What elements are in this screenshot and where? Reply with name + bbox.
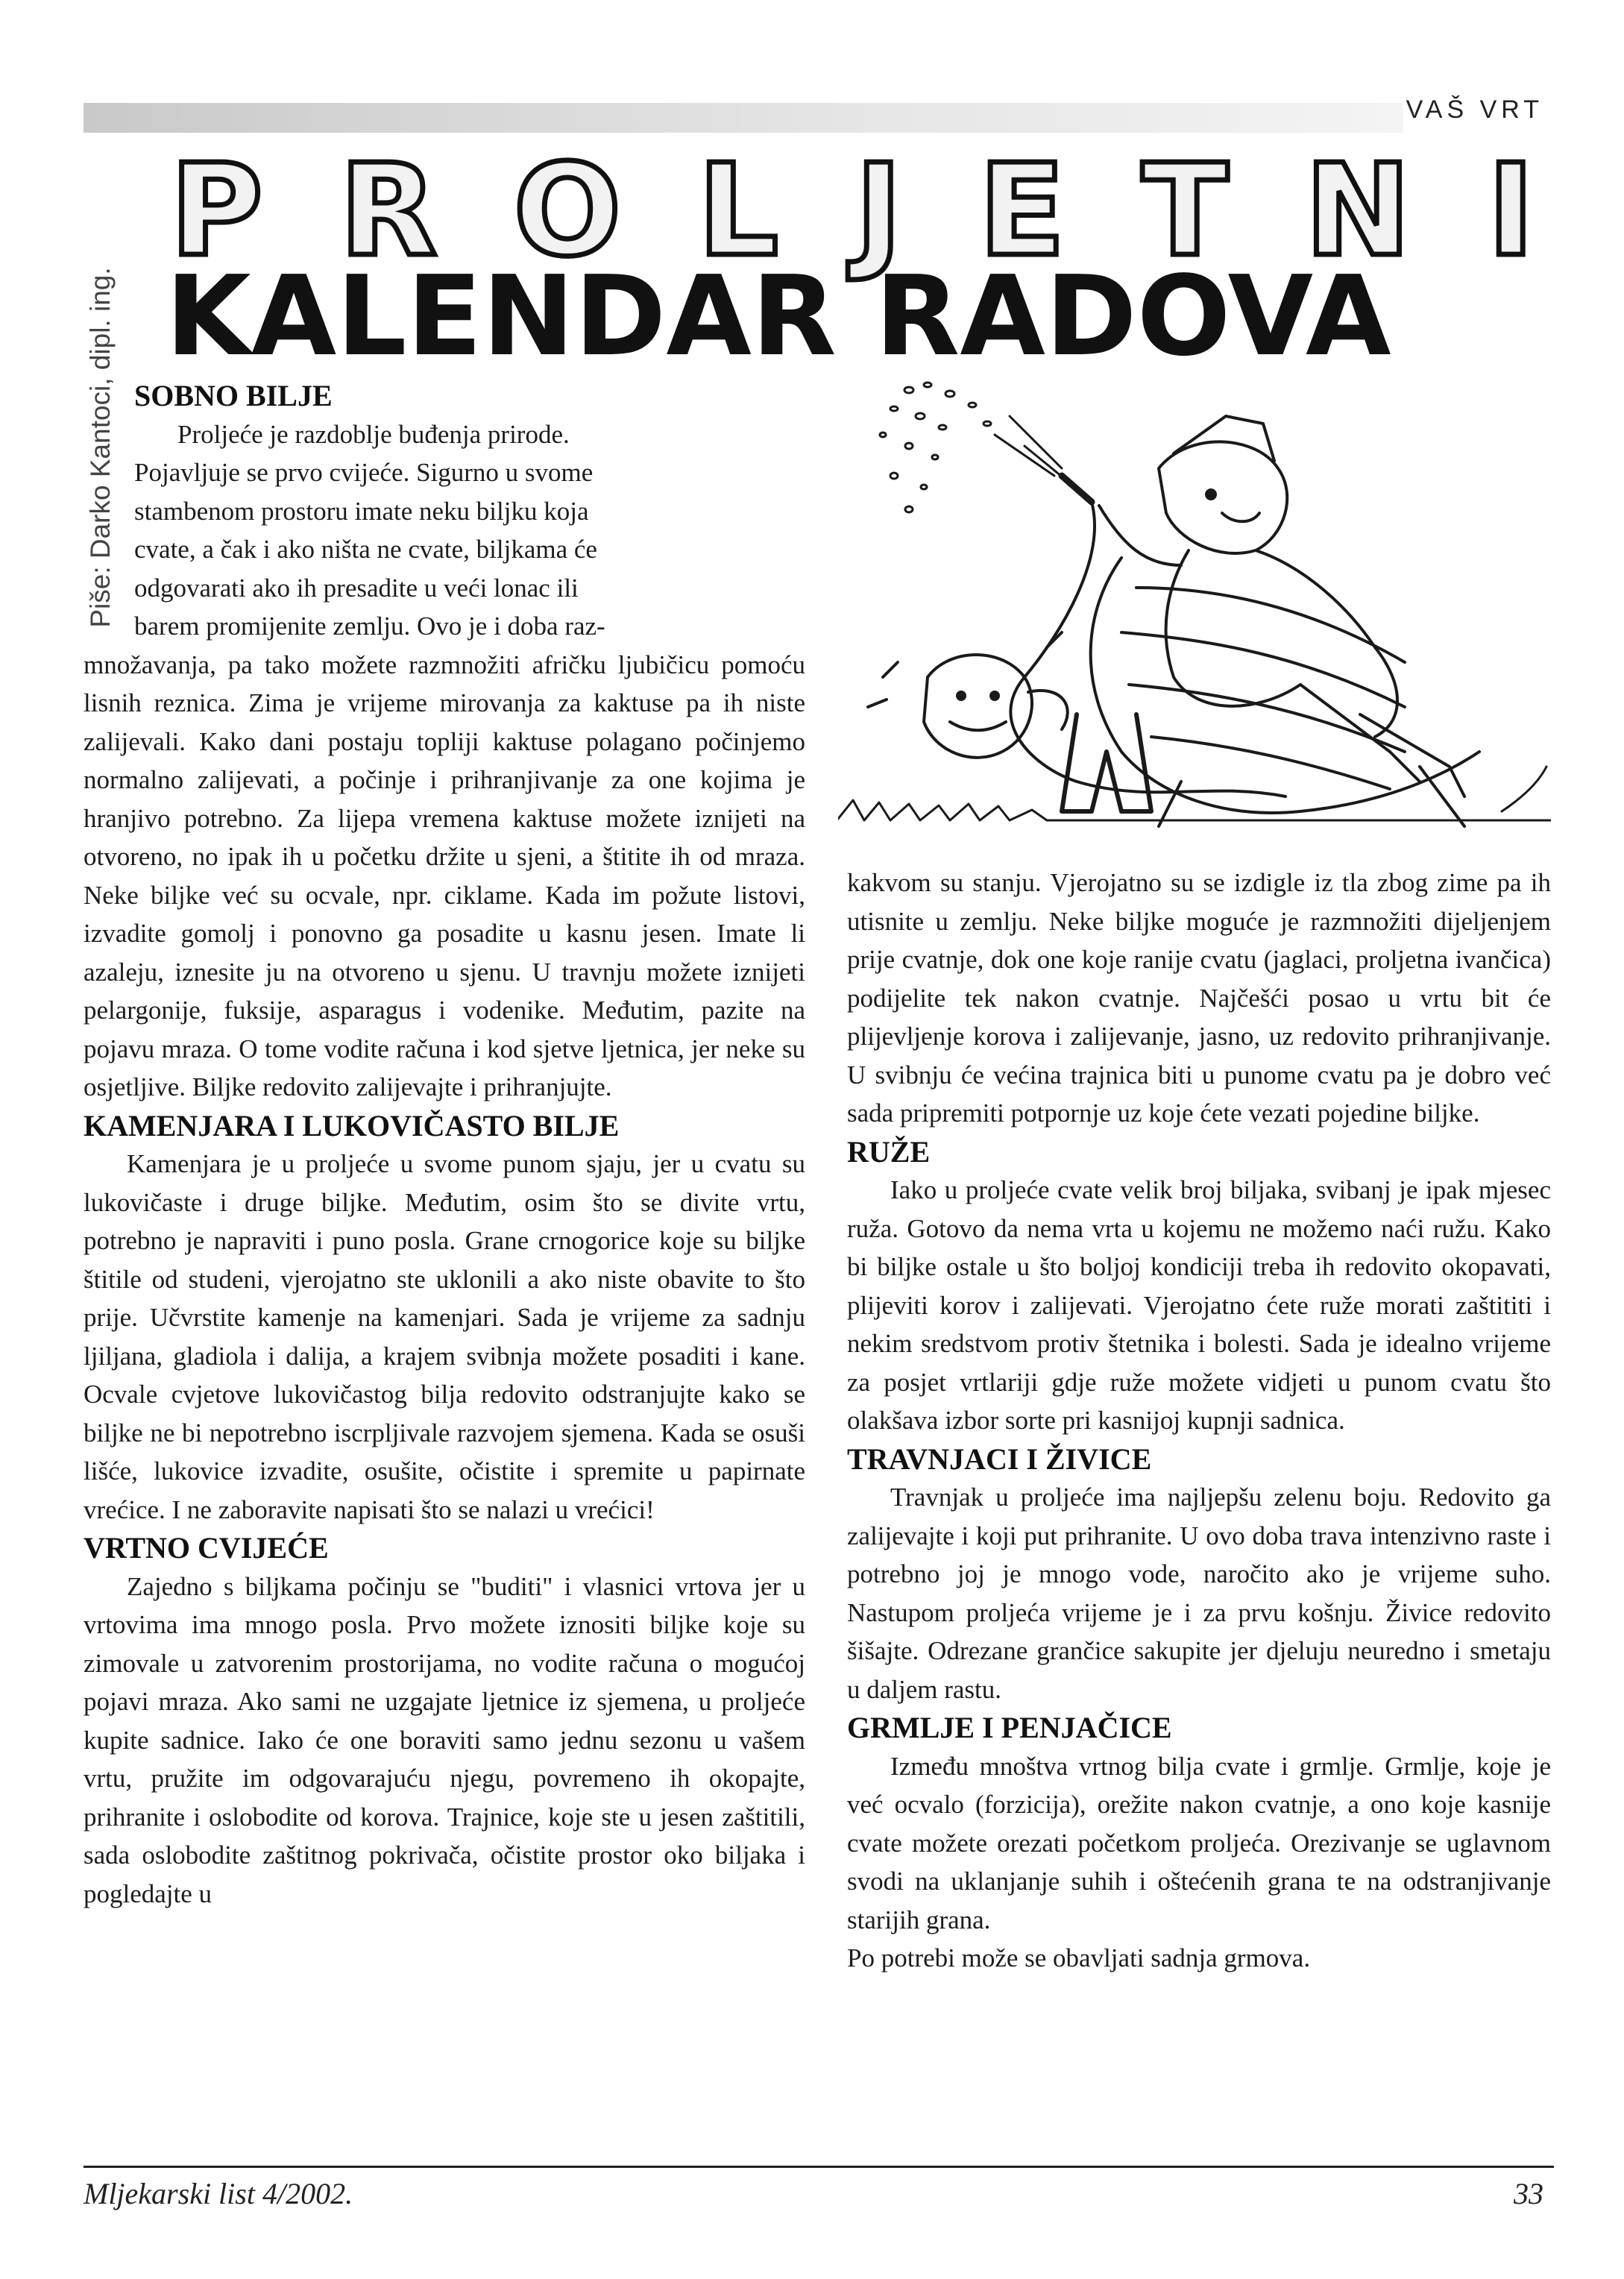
title-letter: L [697,137,779,285]
water-spray [880,383,1066,512]
paragraph: kakvom su stanju. Vjerojatno su se izdigle iz tla zbog zime pa ih utisnite u zemlju. Neke biljke moguće je razmnožiti dijeljenjem prije cvatnje, dok one koje ranije cvatu (jaglaci, proljetna ivančica) podijelite tek nakon cvatnje. Najčešći posao u vrtu bit će plijevljenje korova i zalijevanje, jasno, uz redovito prihranjivanje. U svibnju će većina trajnica biti u punome cvatu pa je dobro već sada pripremiti potpornje uz koje ćete vezati pojedine biljke. [847,868,1551,1128]
paragraph: množavanja, pa tako možete razmnožiti afričku ljubičicu pomoću lisnih reznica. Zima je vrijeme mirovanja za kaktuse pa ih niste zalijevali. Kako dani postaju topliji kaktuse polagano počinjemo normalno zalijevati, a počinje i prihranjivanje za one kojima je hranjivo potrebno. Za lijepa vremena kaktuse možete iznijeti na otvoreno, no ipak ih u početku držite u sjeni, a štitite ih od mraza. Neke biljke već su ocvale, npr. ciklame. Kada im požute listovi, izvadite gomolj i ponovno ga posadite u kasnu jesen. Imate li azaleju, iznesite ju na otvoreno u sjenu. U travnju možete iznijeti pelargonije, fuksije, asparagus i vodenike. Međutim, pazite na pojavu mraza. O tome vodite računa i kod sjetve ljetnica, jer neke su osjetljive. Biljke redovito zalijevajte i prihranjujte. [84,650,805,1101]
paragraph-line: barem promijenite zemlju. Ovo je i doba raz- [134,612,605,641]
paragraph-line: Pojavljuje se prvo cvijeće. Sigurno u svome [134,458,594,487]
title-letter: T [1142,137,1229,285]
title-letter: J [855,137,902,285]
paragraph: Po potrebi može se obavljati sadnja grmova. [847,1943,1311,1972]
title-line-2: KALENDAR RADOVA [166,252,1391,380]
gardener-illustration [838,364,1551,841]
title-letter: N [1304,137,1411,285]
section-label: VAŠ VRT [1406,95,1543,124]
paragraph: Zajedno s biljkama počinju se "buditi" i vlasnici vrtova jer u vrtovima ima mnogo posla. Prvo možete iznositi biljke koje su zimovale u zatvorenim prostorijama, no vodite računa o mogućoj pojavi mraza. Ako sami ne uzgajate ljetnice iz sjemena, u proljeće kupite sadnice. Iako će one boraviti samo jednu sezonu u vašem vrtu, pružite im odgovarajuću njegu, povremeno ih okopajte, prihranite i oslobodite od korova. Trajnice, koje ste u jesen zaštitili, sada oslobodite zaštitnog pokrivača, očistite prostor oko biljaka i pogledajte u [84,1571,805,1908]
footer-rule [84,2166,1554,2168]
paragraph: Između mnoštva vrtnog bilja cvate i grmlje. Grmlje, koje je već ocvalo (forzicija), orežite nakon cvatnje, a ono koje kasnije cvate možete orezati početkom proljeća. Orezivanje se uglavnom svodi na uklanjanje suhih i oštećenih grana te na odstranjivanje starijih grana. [847,1751,1551,1934]
page-number: 33 [1514,2177,1543,2210]
paragraph: Kamenjara je u proljeće u svome punom sjaju, jer u cvatu su lukovičaste i druge biljke. Međutim, osim što se divite vrtu, potrebno je napraviti i puno posla. Grane crnogorice koje su biljke štitile od studeni, vjerojatno ste uklonili a ako niste obavite to što prije. Učvrstite kamenje na kamenjari. Sada je vrijeme za sadnju ljiljana, gladiola i dalija, a krajem svibnja možete posaditi i kane. Ocvale cvjetove lukovičastog bilja redovito odstranjujte kako se biljke ne bi nepotrebno iscrpljivale razvojem sjemena. Kada se osuši lišće, lukovice izvadite, osušite, očistite i spremite u papirnate vrećice. I ne zaboravite napisati što se nalazi u vrećici! [84,1149,805,1524]
paragraph: Iako u proljeće cvate velik broj biljaka, svibanj je ipak mjesec ruža. Gotovo da nema vrta u kojemu ne možemo naći ružu. Kako bi biljke ostale u što boljoj kondiciji treba ih redovito okopavati, plijeviti korov i zalijevati. Vjerojatno ćete ruže morati zaštititi i nekim sredstvom protiv štetnika i bolesti. Sada je idealno vrijeme za posjet vrtlariji gdje ruže možete vidjeti u punom cvatu što olakšava izbor sorte pri kasnijoj kupnji sadnica. [847,1175,1551,1435]
title-letter: R [339,137,438,285]
title-line-1 [170,137,1535,285]
paragraph-line: stambenom prostoru imate neku biljku koja [134,496,589,526]
right-column [847,864,1551,1978]
author-byline: Piše: Darko Kantoci, dipl. ing. [85,267,116,628]
section-heading: SOBNO BILJE [134,379,333,412]
paragraph-line: Proljeće je razdoblje buđenja prirode. [177,419,570,449]
paragraph-line: odgovarati ako ih presadite u veći lonac ili [134,573,579,603]
publication-name: Mljekarski list 4/2002. [84,2177,353,2210]
section-heading: GRMLJE I PENJAČICE [847,1711,1172,1744]
title-letter: O [513,137,622,285]
title-letter: I [1487,137,1535,285]
paragraph: Travnjak u proljeće ima najljepšu zelenu boju. Redovito ga zalijevajte i koji put prihranite. U ovo doba trava intenzivno raste i potrebno joj je mnogo vode, naročito ako je vrijeme suho. Nastupom proljeća vrijeme je i za prvu košnju. Živice redovito šišajte. Odrezane grančice sakupite jer djeluju neuredno i smetaju u daljem rastu. [847,1483,1551,1704]
section-heading: VRTNO CVIJEĆE [84,1531,329,1565]
section-sobno-bilje [84,377,805,1913]
paragraph-line: cvate, a čak i ako ništa ne cvate, biljkama će [134,535,597,564]
section-heading: TRAVNJACI I ŽIVICE [847,1442,1152,1476]
section-heading: KAMENJARA I LUKOVIČASTO BILJE [84,1108,620,1142]
title-letter: P [170,137,263,285]
section-heading: RUŽE [847,1134,931,1169]
header-bar [84,103,1403,133]
title-letter: E [978,137,1066,285]
gardener-watering-with-hose-icon [838,383,1551,826]
